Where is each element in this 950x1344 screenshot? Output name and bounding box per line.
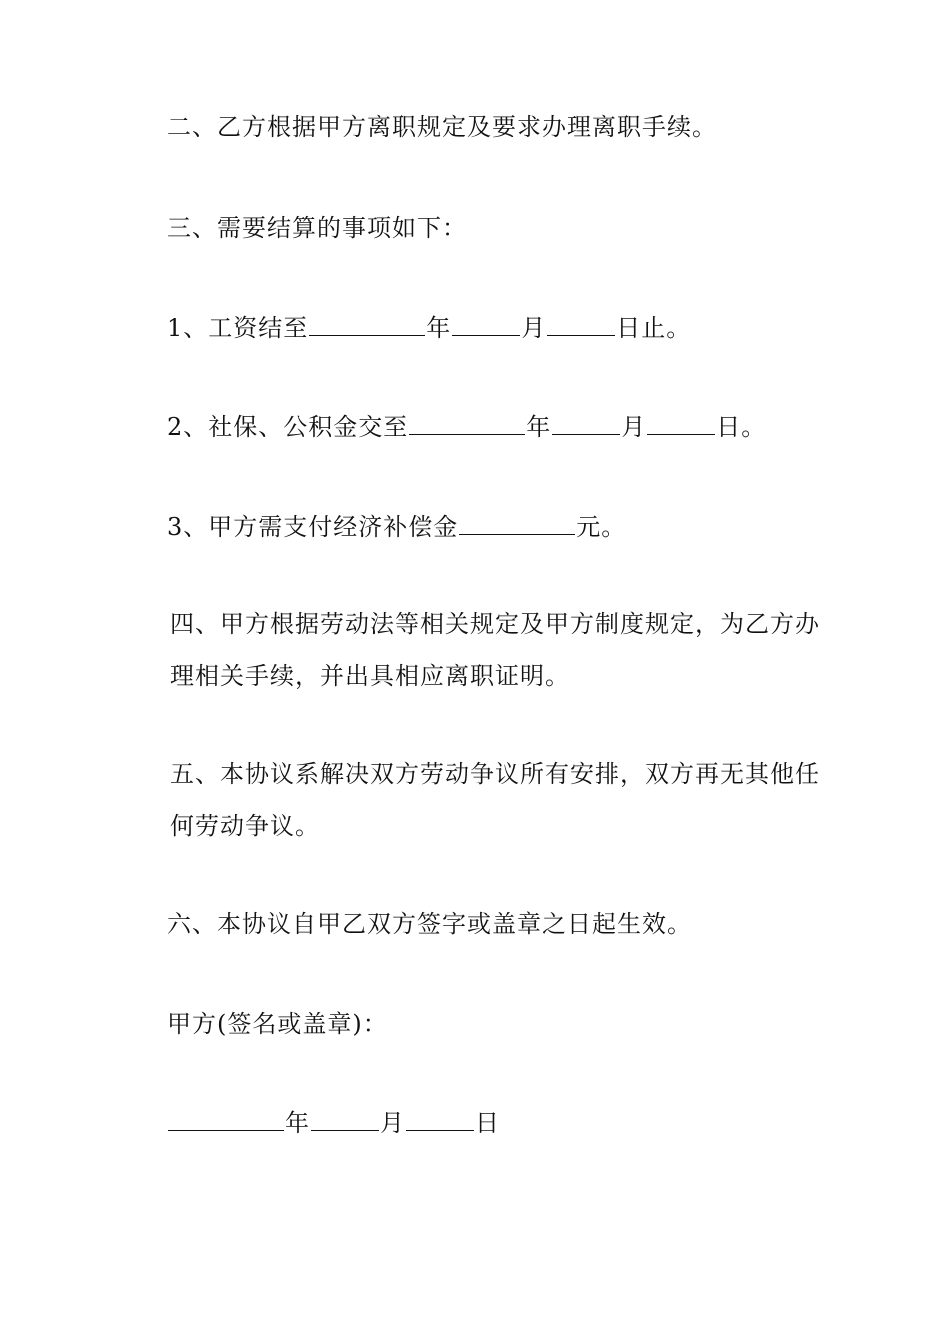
year-label: 年 (426, 314, 452, 342)
clause-3-1-suffix: 日止。 (616, 314, 692, 342)
month-blank[interactable] (311, 1108, 379, 1131)
clause-3-3-prefix: 3、甲方需支付经济补偿金 (167, 513, 459, 541)
signature-date-line (167, 1108, 500, 1138)
party-a-signature-label: 甲方(签名或盖章)： (167, 1010, 388, 1038)
day-blank[interactable] (406, 1108, 474, 1131)
month-label: 月 (521, 314, 547, 342)
clause-3-2-prefix: 2、社保、公积金交至 (167, 413, 409, 441)
year-blank[interactable] (309, 313, 425, 336)
clause-4: 四、甲方根据劳动法等相关规定及甲方制度规定，为乙方办理相关手续，并出具相应离职证明。 (170, 610, 820, 690)
clause-3-3-suffix: 元。 (576, 513, 627, 541)
day-blank[interactable] (547, 313, 615, 336)
year-label: 年 (285, 1109, 310, 1137)
month-blank[interactable] (452, 313, 520, 336)
day-blank[interactable] (647, 412, 715, 435)
clause-3: 三、需要结算的事项如下： (167, 214, 467, 242)
day-label: 日 (475, 1109, 500, 1137)
month-label: 月 (380, 1109, 405, 1137)
clause-2: 二、乙方根据甲方离职规定及要求办理离职手续。 (167, 113, 717, 141)
clause-3-1-prefix: 1、工资结至 (167, 314, 309, 342)
clause-5: 五、本协议系解决双方劳动争议所有安排，双方再无其他任何劳动争议。 (170, 760, 820, 840)
year-blank[interactable] (409, 412, 525, 435)
year-label: 年 (526, 413, 552, 441)
clause-3-3 (167, 512, 626, 542)
amount-blank[interactable] (459, 512, 575, 535)
clause-6: 六、本协议自甲乙双方签字或盖章之日起生效。 (167, 910, 692, 938)
year-blank[interactable] (168, 1108, 284, 1131)
month-label: 月 (621, 413, 647, 441)
month-blank[interactable] (552, 412, 620, 435)
clause-3-2 (167, 412, 766, 442)
clause-3-2-suffix: 日。 (716, 413, 767, 441)
clause-3-1 (167, 313, 691, 343)
